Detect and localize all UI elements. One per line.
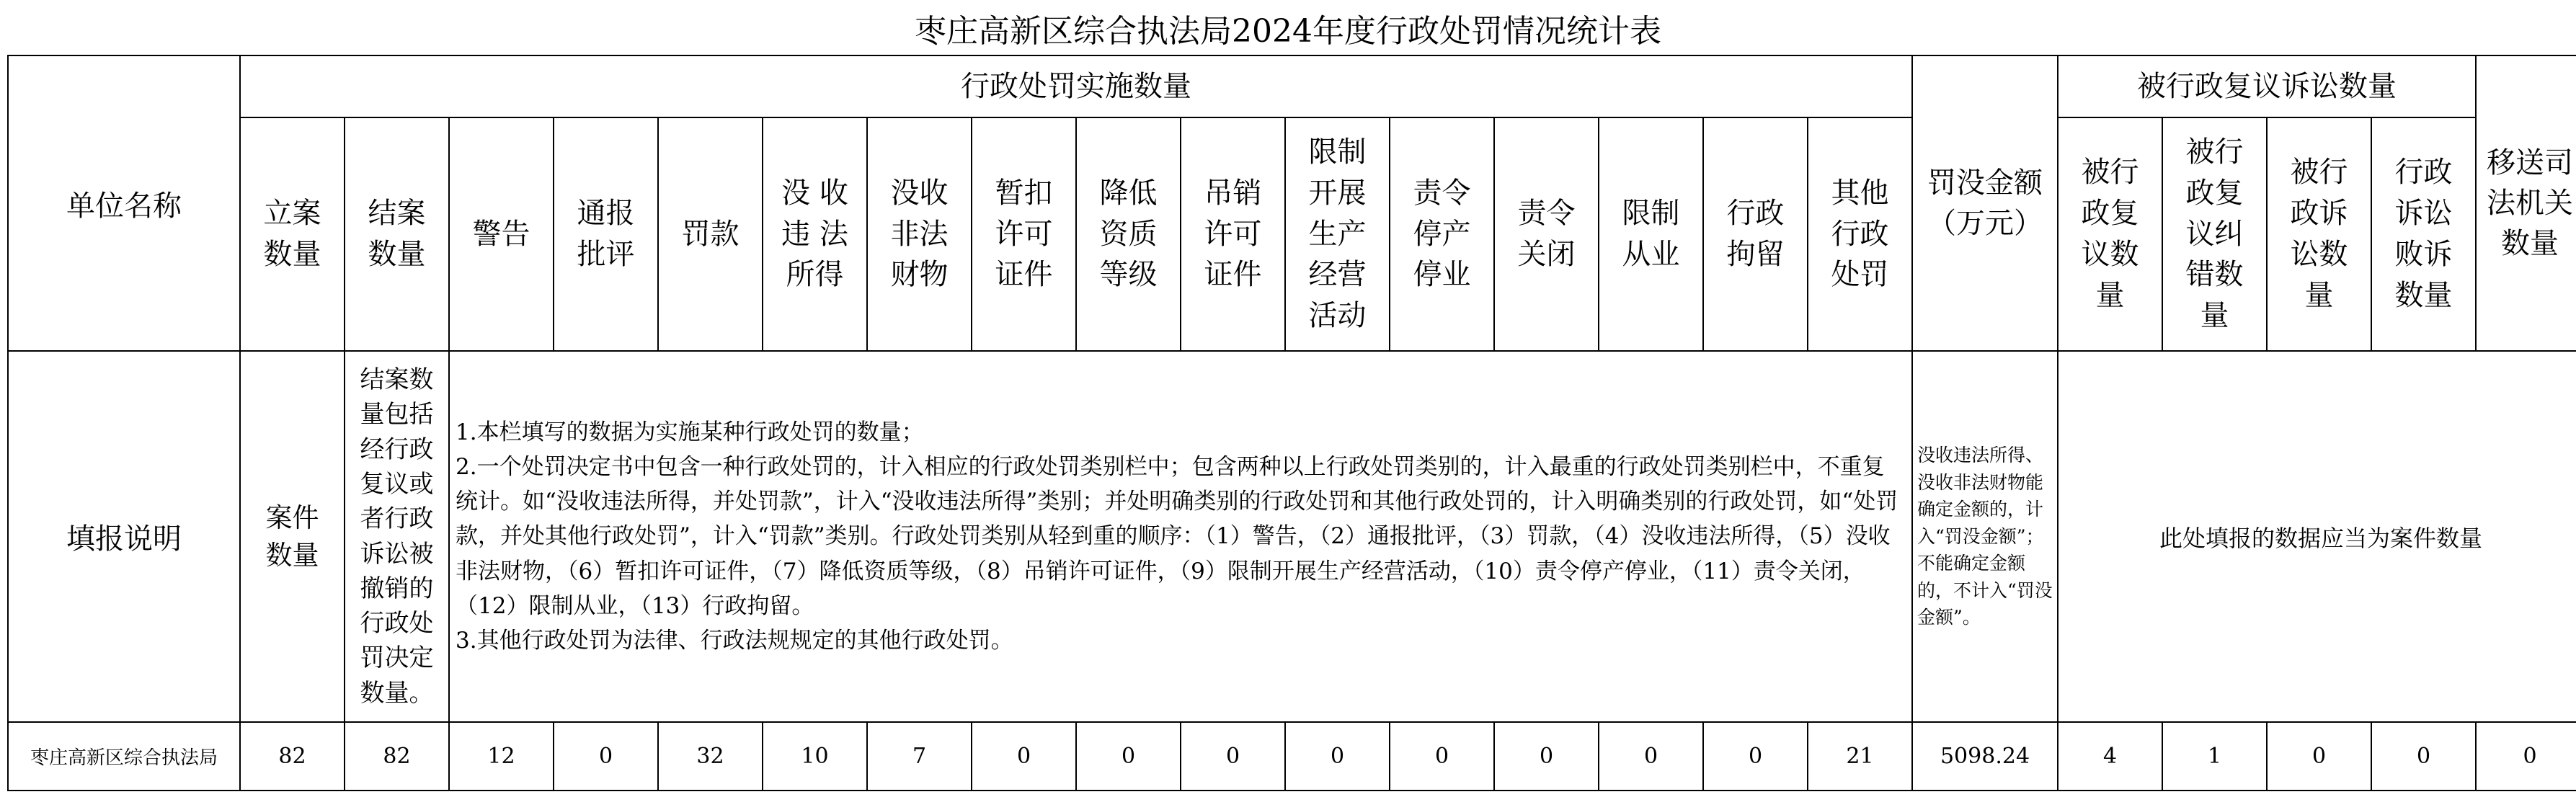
- value-cell: 1: [2162, 722, 2267, 791]
- value-cell: 0: [2476, 722, 2576, 791]
- col-header-fine: 罚款: [658, 117, 763, 351]
- unit-name-header: 单位名称: [8, 55, 240, 351]
- value-cell: 0: [1076, 722, 1181, 791]
- col-header-review-count: 被行政复议数量: [2058, 117, 2162, 351]
- value-cell: 0: [2267, 722, 2371, 791]
- value-cell: 12: [449, 722, 554, 791]
- penalty-statistics-table: [7, 55, 2576, 791]
- note-line-2: 2.一个处罚决定书中包含一种行政处罚的，计入相应的行政处罚类别栏中；包含两种以上行政处罚类别的，计入最重的行政处罚类别栏中，不重复统计。如“没收违法所得，并处罚款”，计入“没收违法所得”类别；并处明确类别的行政处罚和其他行政处罚的，计入明确类别的行政处罚，如“处罚款，并处其他行政处罚”，计入“罚款”类别。行政处罚类别从轻到重的顺序：（1）警告，（2）通报批评，（3）罚款，（4）没收违法所得，（5）没收非法财物，（6）暂扣许可证件，（7）降低资质等级，（8）吊销许可证件，（9）限制开展生产经营活动，（10）责令停产停业，（11）责令关闭，（12）限制从业，（13）行政拘留。: [456, 454, 1898, 619]
- value-cell: 82: [240, 722, 345, 791]
- note-case-count: 案件数量: [240, 351, 345, 722]
- value-cell: 4: [2058, 722, 2162, 791]
- col-header-circulated-criticism: 通报批评: [554, 117, 658, 351]
- col-header-lower-qualification: 降低资质等级: [1076, 117, 1181, 351]
- col-header-suspend-license: 暂扣许可证件: [972, 117, 1076, 351]
- note-line-3: 3.其他行政处罚为法律、行政法规规定的其他行政处罚。: [456, 627, 1013, 654]
- note-review: 此处填报的数据应当为案件数量: [2058, 351, 2576, 722]
- col-header-other-penalties: 其他行政处罚: [1808, 117, 1912, 351]
- review-group-header: 被行政复议诉讼数量: [2058, 55, 2476, 117]
- col-header-warning: 警告: [449, 117, 554, 351]
- value-cell: 0: [1703, 722, 1808, 791]
- notes-label: 填报说明: [8, 351, 240, 722]
- value-cell: 0: [1181, 722, 1285, 791]
- value-cell: 0: [1599, 722, 1703, 791]
- note-money: 没收违法所得、没收非法财物能确定金额的，计入“罚没金额”；不能确定金额的，不计入“罚没金额”。: [1912, 351, 2058, 722]
- table-row: [8, 722, 2576, 791]
- col-header-order-suspension: 责令停产停业: [1390, 117, 1494, 351]
- col-header-administrative-detention: 行政拘留: [1703, 117, 1808, 351]
- unit-name-cell: 枣庄高新区综合执法局: [8, 722, 240, 791]
- value-cell: 0: [1285, 722, 1390, 791]
- value-cell: 0: [554, 722, 658, 791]
- transfer-header: 移送司法机关数量: [2476, 55, 2576, 351]
- col-header-restrict-employment: 限制从业: [1599, 117, 1703, 351]
- note-closed-cases: 结案数量包括经行政复议或者行政诉讼被撤销的行政处罚决定数量。: [345, 351, 449, 722]
- col-header-restrict-operations: 限制开展生产经营活动: [1285, 117, 1390, 351]
- col-header-order-closure: 责令关闭: [1494, 117, 1599, 351]
- value-cell: 0: [1390, 722, 1494, 791]
- note-line-1: 1.本栏填写的数据为实施某种行政处罚的数量；: [456, 419, 924, 446]
- value-cell: 0: [972, 722, 1076, 791]
- value-cell: 7: [867, 722, 972, 791]
- col-header-closed-cases: 结案数量: [345, 117, 449, 351]
- note-penalty-instructions: [449, 351, 1912, 722]
- col-header-review-corrected: 被行政复议纠错数量: [2162, 117, 2267, 351]
- value-cell: 32: [658, 722, 763, 791]
- value-cell: 0: [2371, 722, 2476, 791]
- col-header-revoke-license: 吊销许可证件: [1181, 117, 1285, 351]
- money-value-cell: 5098.24: [1912, 722, 2058, 791]
- penalty-group-header: 行政处罚实施数量: [240, 55, 1912, 117]
- col-header-confiscate-illegal-property: 没收非法财物: [867, 117, 972, 351]
- col-header-litigation-lost: 行政诉讼败诉数量: [2371, 117, 2476, 351]
- col-header-confiscate-illegal-gains: 没 收违 法所得: [763, 117, 867, 351]
- col-header-litigation-count: 被行政诉讼数量: [2267, 117, 2371, 351]
- col-header-filed-cases: 立案数量: [240, 117, 345, 351]
- value-cell: 10: [763, 722, 867, 791]
- value-cell: 0: [1494, 722, 1599, 791]
- value-cell: 21: [1808, 722, 1912, 791]
- money-header: 罚没金额（万元）: [1912, 55, 2058, 351]
- value-cell: 82: [345, 722, 449, 791]
- page-title: 枣庄高新区综合执法局2024年度行政处罚情况统计表: [915, 13, 1661, 50]
